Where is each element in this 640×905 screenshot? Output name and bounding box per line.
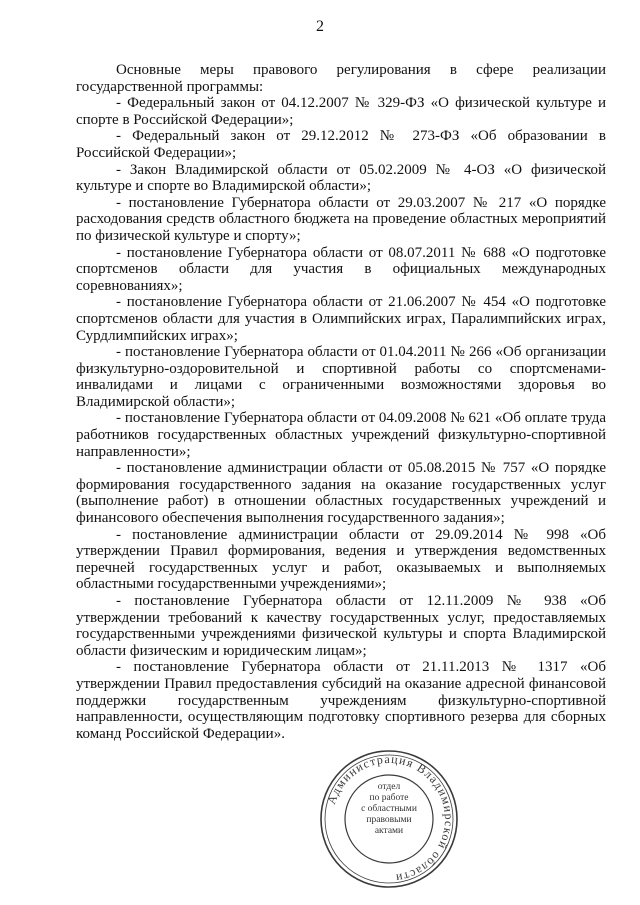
list-item: - постановление Губернатора области от 01.04.2011 № 266 «Об организации физкультурно-оздоровительной и спортивной работы со спортсменами-инвалидами и лицами с ограниченными возможностями здоровья во Владимирской области»;	[76, 344, 606, 410]
list-item: - Закон Владимирской области от 05.02.2009 № 4-ОЗ «О физической культуре и спорте во Владимирской области»;	[76, 161, 606, 195]
list-item: - постановление Губернатора области от 04.09.2008 № 621 «Об оплате труда работников государственных областных учреждений физкультурно-спортивной направленности»;	[76, 410, 606, 460]
document-body	[76, 62, 606, 742]
stamp-center-text: отдел по работе с областными правовыми актами	[361, 782, 417, 836]
list-item: - постановление Губернатора области от 12.11.2009 № 938 «Об утверждении требований к качеству государственных услуг, предоставляемых государственными учреждениями физической культуры и спорта Владимирской области физическим и юридическим лицам»;	[76, 593, 606, 659]
paragraph-intro: Основные меры правового регулирования в сфере реализации государственной программы:	[76, 62, 606, 95]
list-item: - Федеральный закон от 29.12.2012 № 273-ФЗ «Об образовании в Российской Федерации»;	[76, 128, 606, 161]
official-stamp	[318, 748, 460, 890]
stamp-ring-text: Администрация Владимирской области	[324, 751, 457, 886]
list-item: - постановление администрации области от 29.09.2014 № 998 «Об утверждении Правил формирования, ведения и утверждения ведомственных перечней государственных услуг и работ, оказываемых и выполняемых областными государственными учреждениями»;	[76, 526, 606, 593]
list-item: - постановление Губернатора области от 08.07.2011 № 688 «О подготовке спортсменов области для участия в официальных международных соревнованиях»;	[76, 244, 606, 294]
list-item: - Федеральный закон от 04.12.2007 № 329-ФЗ «О физической культуре и спорте в Российской Федерации»;	[76, 95, 606, 128]
list-item: - постановление Губернатора области от 21.11.2013 № 1317 «Об утверждении Правил предоставления субсидий на оказание адресной финансовой поддержки государственным учреждениям физкультурно-спортивной направленности, осуществляющим подготовку спортивного резерва для сборных команд Российской Федерации».	[76, 659, 606, 742]
list-item: - постановление Губернатора области от 29.03.2007 № 217 «О порядке расходования средств областного бюджета на проведение областных мероприятий по физической культуре и спорту»;	[76, 194, 606, 244]
list-item: - постановление администрации области от 05.08.2015 № 757 «О порядке формирования государственного задания на оказание государственных услуг (выполнение работ) в отношении областных государственных учреждений и финансового обеспечения выполнения государственного задания»;	[76, 460, 606, 527]
list-item: - постановление Губернатора области от 21.06.2007 № 454 «О подготовке спортсменов области для участия в Олимпийских играх, Паралимпийских играх, Сурдлимпийских играх»;	[76, 294, 606, 344]
page-number: 2	[316, 18, 324, 35]
